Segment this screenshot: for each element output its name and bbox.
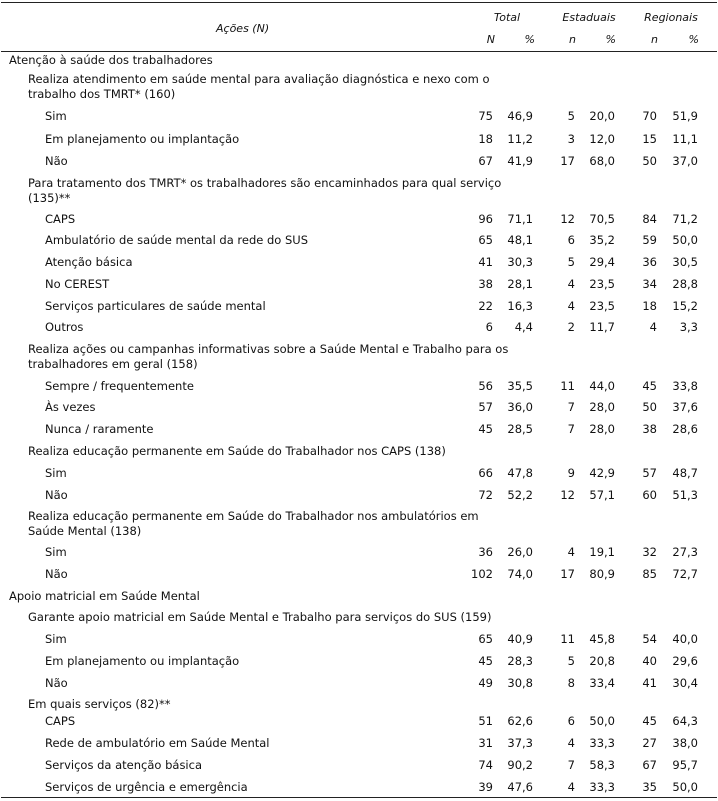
cell-est-pct: 58,3	[589, 758, 615, 772]
cell-total-pct: 35,5	[507, 379, 533, 393]
cell-est-pct: 19,1	[589, 545, 615, 559]
cell-reg-pct: 50,0	[672, 780, 698, 794]
cell-total-pct: 28,1	[507, 277, 533, 291]
cell-est-pct: 20,8	[589, 654, 615, 668]
cell-reg-n: 59	[642, 233, 657, 247]
cell-total-n: 45	[478, 654, 493, 668]
cell-total-pct: 74,0	[507, 567, 533, 581]
header-actions: Ações (N)	[216, 22, 270, 35]
cell-est-pct: 33,3	[589, 780, 615, 794]
cell-reg-n: 50	[642, 154, 657, 168]
cell-total-n: 49	[478, 676, 493, 690]
cell-reg-pct: 37,0	[672, 154, 698, 168]
option-label: Não	[45, 488, 68, 502]
cell-total-n: 102	[471, 567, 493, 581]
cell-total-n: 18	[478, 132, 493, 146]
cell-reg-pct: 72,7	[672, 567, 698, 581]
cell-reg-pct: 51,3	[672, 488, 698, 502]
option-label: CAPS	[45, 714, 76, 728]
cell-est-pct: 20,0	[589, 109, 615, 123]
cell-reg-pct: 30,4	[672, 676, 698, 690]
cell-total-n: 56	[478, 379, 493, 393]
question-label: Para tratamento dos TMRT* os trabalhadores são encaminhados para qual serviço	[28, 176, 502, 190]
cell-total-pct: 52,2	[507, 488, 533, 502]
option-label: Não	[45, 567, 68, 581]
option-label: Em planejamento ou implantação	[45, 654, 240, 668]
cell-total-pct: 28,3	[507, 654, 533, 668]
subheader-reg-n: n	[651, 33, 658, 46]
cell-est-pct: 35,2	[589, 233, 615, 247]
cell-est-pct: 50,0	[589, 714, 615, 728]
cell-est-pct: 11,7	[589, 320, 615, 334]
section-label: Atenção à saúde dos trabalhadores	[9, 53, 213, 67]
table-top-rule	[1, 2, 717, 3]
cell-reg-n: 40	[642, 654, 657, 668]
cell-reg-pct: 71,2	[672, 212, 698, 226]
cell-reg-n: 41	[642, 676, 657, 690]
cell-est-n: 17	[560, 154, 575, 168]
cell-est-n: 3	[567, 132, 575, 146]
cell-reg-pct: 33,8	[672, 379, 698, 393]
option-label: Sempre / frequentemente	[45, 379, 194, 393]
cell-total-pct: 62,6	[507, 714, 533, 728]
cell-est-n: 7	[567, 758, 575, 772]
cell-reg-pct: 29,6	[672, 654, 698, 668]
header-bottom-rule	[1, 51, 717, 52]
cell-reg-pct: 48,7	[672, 466, 698, 480]
question-label: Em quais serviços (82)**	[28, 697, 171, 711]
option-label: Rede de ambulatório em Saúde Mental	[45, 736, 270, 750]
cell-total-n: 51	[478, 714, 493, 728]
cell-total-pct: 71,1	[507, 212, 533, 226]
cell-est-n: 12	[560, 212, 575, 226]
cell-est-pct: 57,1	[589, 488, 615, 502]
cell-reg-n: 36	[642, 255, 657, 269]
header-group-regionais: Regionais	[644, 11, 698, 24]
question-label: Realiza educação permanente em Saúde do Trabalhador nos CAPS (138)	[28, 444, 446, 458]
table-bottom-rule	[1, 797, 717, 798]
cell-reg-n: 32	[642, 545, 657, 559]
cell-total-n: 45	[478, 422, 493, 436]
cell-reg-pct: 37,6	[672, 400, 698, 414]
question-label: (135)**	[28, 191, 71, 205]
option-label: Sim	[45, 109, 67, 123]
cell-est-pct: 33,4	[589, 676, 615, 690]
cell-reg-n: 57	[642, 466, 657, 480]
option-label: Não	[45, 676, 68, 690]
cell-reg-n: 34	[642, 277, 657, 291]
question-label: Realiza ações ou campanhas informativas sobre a Saúde Mental e Trabalho para os	[28, 342, 509, 356]
option-label: Nunca / raramente	[45, 422, 154, 436]
cell-reg-pct: 15,2	[672, 299, 698, 313]
cell-reg-n: 45	[642, 379, 657, 393]
question-label: trabalhadores em geral (158)	[28, 357, 198, 371]
question-label: Realiza educação permanente em Saúde do Trabalhador nos ambulatórios em	[28, 509, 479, 523]
option-label: Em planejamento ou implantação	[45, 132, 240, 146]
cell-total-n: 22	[478, 299, 493, 313]
cell-total-pct: 26,0	[507, 545, 533, 559]
cell-est-pct: 45,8	[589, 632, 615, 646]
cell-total-n: 75	[478, 109, 493, 123]
cell-total-n: 72	[478, 488, 493, 502]
option-label: Às vezes	[45, 400, 96, 414]
cell-total-pct: 16,3	[507, 299, 533, 313]
cell-total-n: 67	[478, 154, 493, 168]
option-label: Serviços de urgência e emergência	[45, 780, 248, 794]
cell-reg-n: 18	[642, 299, 657, 313]
cell-reg-n: 84	[642, 212, 657, 226]
cell-reg-n: 70	[642, 109, 657, 123]
cell-est-n: 6	[567, 714, 575, 728]
section-label: Apoio matricial em Saúde Mental	[9, 589, 200, 603]
cell-total-pct: 48,1	[507, 233, 533, 247]
cell-reg-pct: 50,0	[672, 233, 698, 247]
cell-total-n: 74	[478, 758, 493, 772]
cell-reg-n: 27	[642, 736, 657, 750]
subheader-total-pct: %	[524, 33, 535, 46]
cell-est-n: 5	[567, 255, 575, 269]
cell-est-n: 12	[560, 488, 575, 502]
option-label: Outros	[45, 320, 84, 334]
option-label: Serviços particulares de saúde mental	[45, 299, 266, 313]
cell-est-n: 5	[567, 109, 575, 123]
cell-est-pct: 28,0	[589, 422, 615, 436]
question-label: trabalho dos TMRT* (160)	[28, 87, 176, 101]
cell-reg-pct: 95,7	[672, 758, 698, 772]
question-label: Realiza atendimento em saúde mental para avaliação diagnóstica e nexo com o	[28, 72, 490, 86]
cell-reg-pct: 40,0	[672, 632, 698, 646]
cell-total-pct: 47,8	[507, 466, 533, 480]
cell-total-pct: 47,6	[507, 780, 533, 794]
cell-est-n: 4	[567, 545, 575, 559]
cell-total-pct: 36,0	[507, 400, 533, 414]
cell-reg-pct: 30,5	[672, 255, 698, 269]
option-label: Sim	[45, 545, 67, 559]
cell-est-pct: 33,3	[589, 736, 615, 750]
cell-total-pct: 90,2	[507, 758, 533, 772]
cell-reg-n: 38	[642, 422, 657, 436]
cell-reg-pct: 28,6	[672, 422, 698, 436]
cell-reg-n: 35	[642, 780, 657, 794]
cell-total-n: 65	[478, 632, 493, 646]
subheader-reg-pct: %	[688, 33, 699, 46]
option-label: Sim	[45, 632, 67, 646]
header-group-total: Total	[493, 11, 521, 24]
cell-est-pct: 12,0	[589, 132, 615, 146]
cell-total-pct: 30,3	[507, 255, 533, 269]
cell-reg-n: 50	[642, 400, 657, 414]
cell-reg-pct: 27,3	[672, 545, 698, 559]
cell-total-n: 96	[478, 212, 493, 226]
cell-reg-n: 45	[642, 714, 657, 728]
cell-est-n: 4	[567, 780, 575, 794]
cell-reg-n: 4	[649, 320, 657, 334]
cell-est-pct: 29,4	[589, 255, 615, 269]
cell-est-n: 4	[567, 299, 575, 313]
cell-total-n: 36	[478, 545, 493, 559]
question-label: Garante apoio matricial em Saúde Mental e Trabalho para serviços do SUS (159)	[28, 610, 492, 624]
cell-est-n: 4	[567, 736, 575, 750]
cell-est-n: 7	[567, 422, 575, 436]
subheader-est-n: n	[569, 33, 576, 46]
cell-est-pct: 80,9	[589, 567, 615, 581]
cell-reg-n: 15	[642, 132, 657, 146]
cell-reg-pct: 3,3	[679, 320, 698, 334]
cell-total-n: 6	[485, 320, 493, 334]
cell-est-pct: 70,5	[589, 212, 615, 226]
cell-reg-pct: 11,1	[672, 132, 698, 146]
option-label: Atenção básica	[45, 255, 133, 269]
cell-est-n: 4	[567, 277, 575, 291]
option-label: No CEREST	[45, 277, 110, 291]
cell-est-n: 17	[560, 567, 575, 581]
header-group-estaduais: Estaduais	[562, 11, 616, 24]
subheader-total-n: N	[486, 33, 495, 46]
cell-reg-n: 54	[642, 632, 657, 646]
cell-reg-pct: 64,3	[672, 714, 698, 728]
cell-est-pct: 28,0	[589, 400, 615, 414]
cell-est-pct: 42,9	[589, 466, 615, 480]
cell-total-n: 39	[478, 780, 493, 794]
cell-total-n: 65	[478, 233, 493, 247]
cell-total-pct: 46,9	[507, 109, 533, 123]
option-label: CAPS	[45, 212, 76, 226]
option-label: Ambulatório de saúde mental da rede do SUS	[45, 233, 309, 247]
cell-est-n: 11	[560, 632, 575, 646]
cell-est-pct: 44,0	[589, 379, 615, 393]
cell-reg-pct: 28,8	[672, 277, 698, 291]
cell-total-n: 66	[478, 466, 493, 480]
cell-total-n: 57	[478, 400, 493, 414]
cell-est-pct: 23,5	[589, 277, 615, 291]
cell-reg-pct: 38,0	[672, 736, 698, 750]
data-table	[1, 0, 717, 799]
question-label: Saúde Mental (138)	[28, 524, 142, 538]
cell-reg-n: 85	[642, 567, 657, 581]
cell-total-pct: 4,4	[514, 320, 533, 334]
cell-total-n: 31	[478, 736, 493, 750]
cell-est-n: 11	[560, 379, 575, 393]
cell-est-n: 9	[567, 466, 575, 480]
cell-total-pct: 41,9	[507, 154, 533, 168]
cell-total-pct: 40,9	[507, 632, 533, 646]
cell-total-pct: 37,3	[507, 736, 533, 750]
cell-total-n: 41	[478, 255, 493, 269]
cell-reg-pct: 51,9	[672, 109, 698, 123]
cell-total-pct: 30,8	[507, 676, 533, 690]
cell-total-pct: 11,2	[507, 132, 533, 146]
subheader-est-pct: %	[605, 33, 616, 46]
cell-est-pct: 68,0	[589, 154, 615, 168]
cell-est-n: 5	[567, 654, 575, 668]
cell-total-n: 38	[478, 277, 493, 291]
option-label: Não	[45, 154, 68, 168]
cell-est-n: 8	[567, 676, 575, 690]
cell-est-pct: 23,5	[589, 299, 615, 313]
cell-total-pct: 28,5	[507, 422, 533, 436]
cell-reg-n: 60	[642, 488, 657, 502]
cell-reg-n: 67	[642, 758, 657, 772]
cell-est-n: 7	[567, 400, 575, 414]
cell-est-n: 6	[567, 233, 575, 247]
cell-est-n: 2	[567, 320, 575, 334]
option-label: Serviços da atenção básica	[45, 758, 202, 772]
option-label: Sim	[45, 466, 67, 480]
